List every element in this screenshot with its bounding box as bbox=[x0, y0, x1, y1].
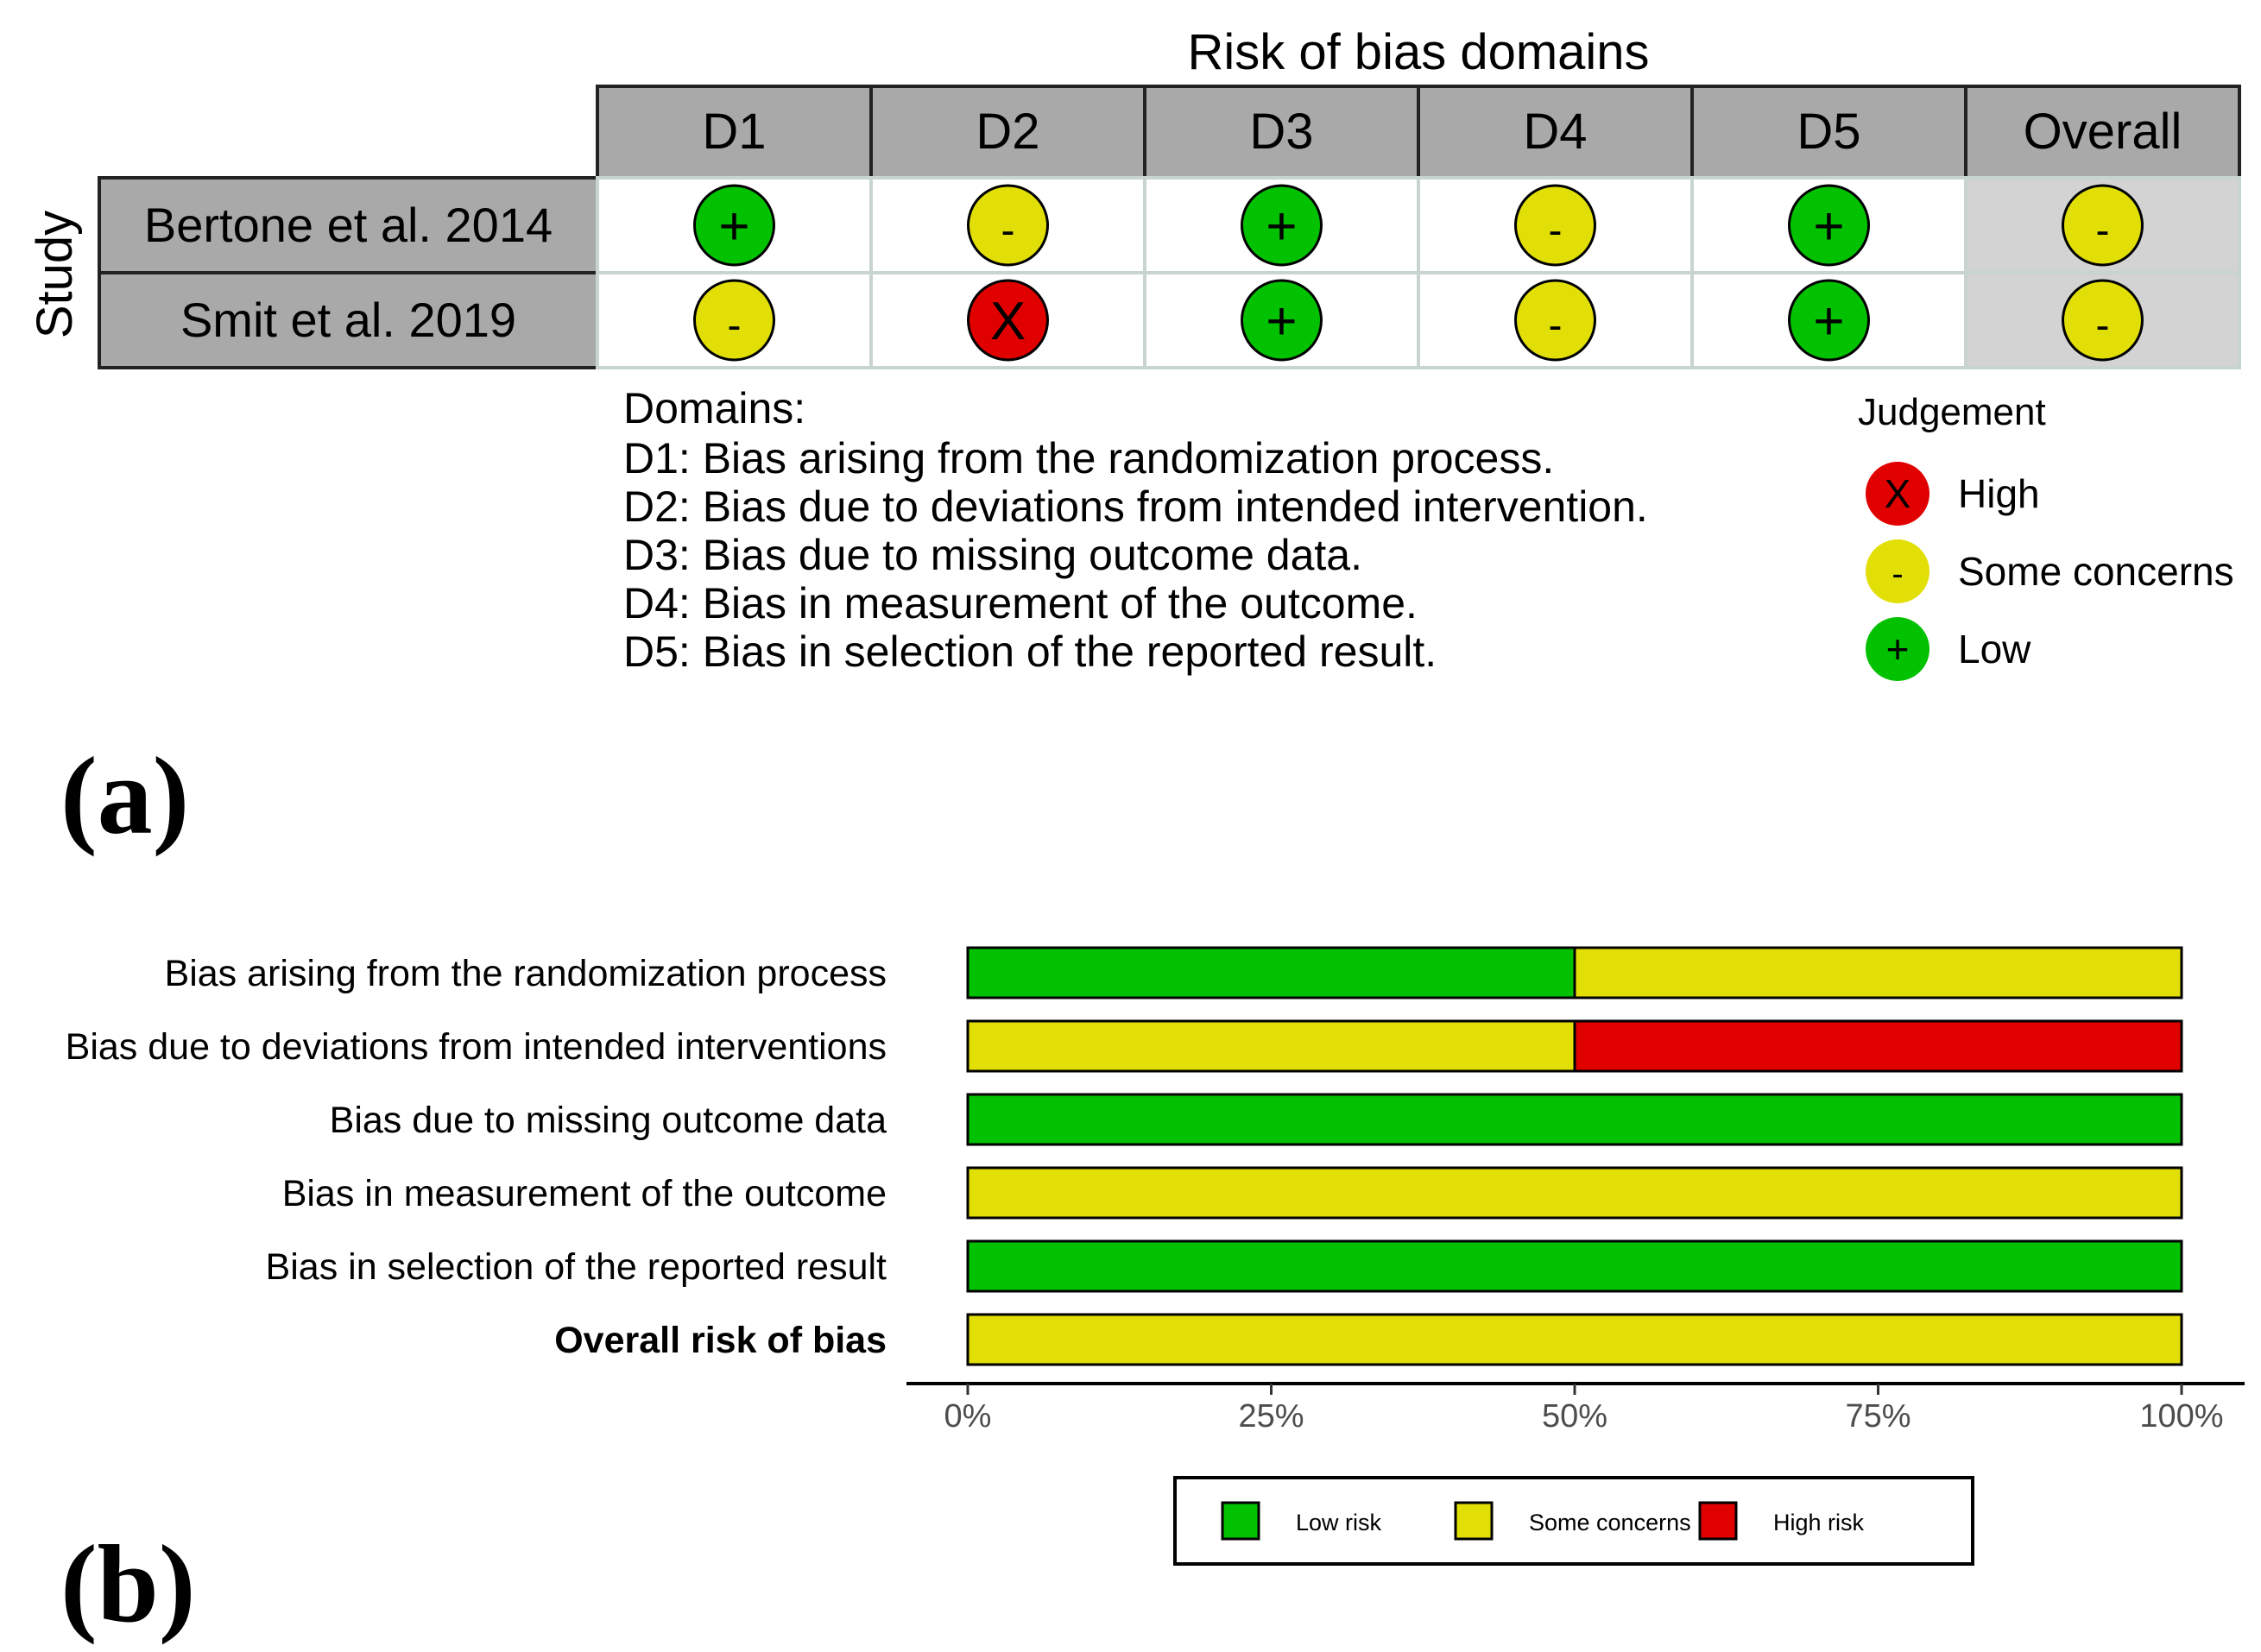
column-header-label: D1 bbox=[702, 104, 767, 160]
study-rows bbox=[99, 178, 597, 368]
bar-legend-label: Low risk bbox=[1296, 1510, 1382, 1535]
x-axis-ticks bbox=[944, 1384, 2224, 1434]
column-header-label: Overall bbox=[2023, 104, 2182, 160]
legend-symbol: + bbox=[1885, 627, 1910, 672]
judgement-symbol: + bbox=[1266, 197, 1298, 256]
column-header-label: D5 bbox=[1797, 104, 1861, 160]
bar-category-label: Bias in measurement of the outcome bbox=[281, 1173, 887, 1214]
bar-legend-swatch-some bbox=[1456, 1503, 1492, 1539]
study-name: Smit et al. 2019 bbox=[180, 293, 517, 347]
bar-legend-label: Some concerns bbox=[1529, 1510, 1691, 1535]
bar-segment-some bbox=[968, 1021, 1575, 1071]
judgement-legend bbox=[1858, 391, 2234, 681]
bar-category-label: Overall risk of bias bbox=[554, 1320, 887, 1361]
bar-category-label: Bias due to deviations from intended interventions bbox=[65, 1026, 887, 1068]
legend-label: Some concerns bbox=[1958, 549, 2234, 594]
domain-definition: D5: Bias in selection of the reported result. bbox=[623, 627, 1437, 676]
domain-definition: D3: Bias due to missing outcome data. bbox=[623, 531, 1363, 579]
bar-category-label: Bias due to missing outcome data bbox=[329, 1100, 887, 1141]
domain-definition: D1: Bias arising from the randomization process. bbox=[623, 434, 1555, 482]
judgement-symbol: - bbox=[1548, 303, 1563, 349]
judgement-symbol: - bbox=[2095, 303, 2110, 349]
legend-symbol: X bbox=[1884, 471, 1911, 516]
judgement-legend-title: Judgement bbox=[1858, 391, 2046, 433]
domain-definition: D4: Bias in measurement of the outcome. bbox=[623, 579, 1418, 627]
bar-segment-some bbox=[1575, 948, 2182, 998]
domains-key bbox=[623, 384, 1648, 676]
x-tick-label: 100% bbox=[2139, 1398, 2224, 1434]
bar-legend-label: High risk bbox=[1773, 1510, 1865, 1535]
judgement-symbol: - bbox=[727, 303, 742, 349]
panel-a bbox=[27, 24, 2239, 857]
stacked-bars bbox=[968, 948, 2182, 1365]
domain-definition: D2: Bias due to deviations from intended intervention. bbox=[623, 482, 1648, 531]
bar-segment-high bbox=[1575, 1021, 2182, 1071]
bar-segment-some bbox=[968, 1315, 2182, 1365]
judgement-symbol: + bbox=[1813, 292, 1845, 351]
judgement-symbol: X bbox=[989, 292, 1026, 351]
study-axis-label: Study bbox=[27, 210, 83, 339]
panel-b bbox=[60, 948, 2245, 1645]
column-header-label: D2 bbox=[976, 104, 1040, 160]
domains-heading: Domains: bbox=[623, 384, 806, 432]
column-header-label: D4 bbox=[1523, 104, 1588, 160]
judgement-symbol: + bbox=[1266, 292, 1298, 351]
judgement-symbol: - bbox=[2095, 208, 2110, 254]
bar-legend bbox=[1175, 1478, 1973, 1564]
bar-legend-swatch-high bbox=[1700, 1503, 1736, 1539]
bar-segment-some bbox=[968, 1168, 2182, 1218]
bar-segment-low bbox=[968, 948, 1575, 998]
bar-segment-low bbox=[968, 1241, 2182, 1291]
legend-symbol: - bbox=[1892, 555, 1904, 593]
bar-category-label: Bias in selection of the reported result bbox=[265, 1246, 887, 1288]
column-headers bbox=[597, 86, 2239, 178]
table-title: Risk of bias domains bbox=[1187, 24, 1650, 80]
bar-legend-swatch-low bbox=[1222, 1503, 1259, 1539]
legend-label: Low bbox=[1958, 627, 2031, 672]
study-name: Bertone et al. 2014 bbox=[143, 198, 553, 252]
judgement-symbol: + bbox=[718, 197, 750, 256]
column-header-label: D3 bbox=[1249, 104, 1314, 160]
judgement-symbol: - bbox=[1001, 208, 1015, 254]
panel-label-b: (b) bbox=[60, 1523, 196, 1645]
legend-label: High bbox=[1958, 471, 2040, 516]
x-tick-label: 50% bbox=[1541, 1398, 1608, 1434]
bar-category-labels bbox=[66, 953, 887, 1361]
x-tick-label: 25% bbox=[1238, 1398, 1304, 1434]
bar-category-label: Bias arising from the randomization process bbox=[164, 953, 887, 994]
panel-label-a: (a) bbox=[60, 735, 190, 857]
judgement-symbol: + bbox=[1813, 197, 1845, 256]
x-tick-label: 0% bbox=[944, 1398, 992, 1434]
judgement-grid bbox=[597, 178, 2239, 368]
x-tick-label: 75% bbox=[1845, 1398, 1911, 1434]
bar-segment-low bbox=[968, 1094, 2182, 1144]
judgement-symbol: - bbox=[1548, 208, 1563, 254]
